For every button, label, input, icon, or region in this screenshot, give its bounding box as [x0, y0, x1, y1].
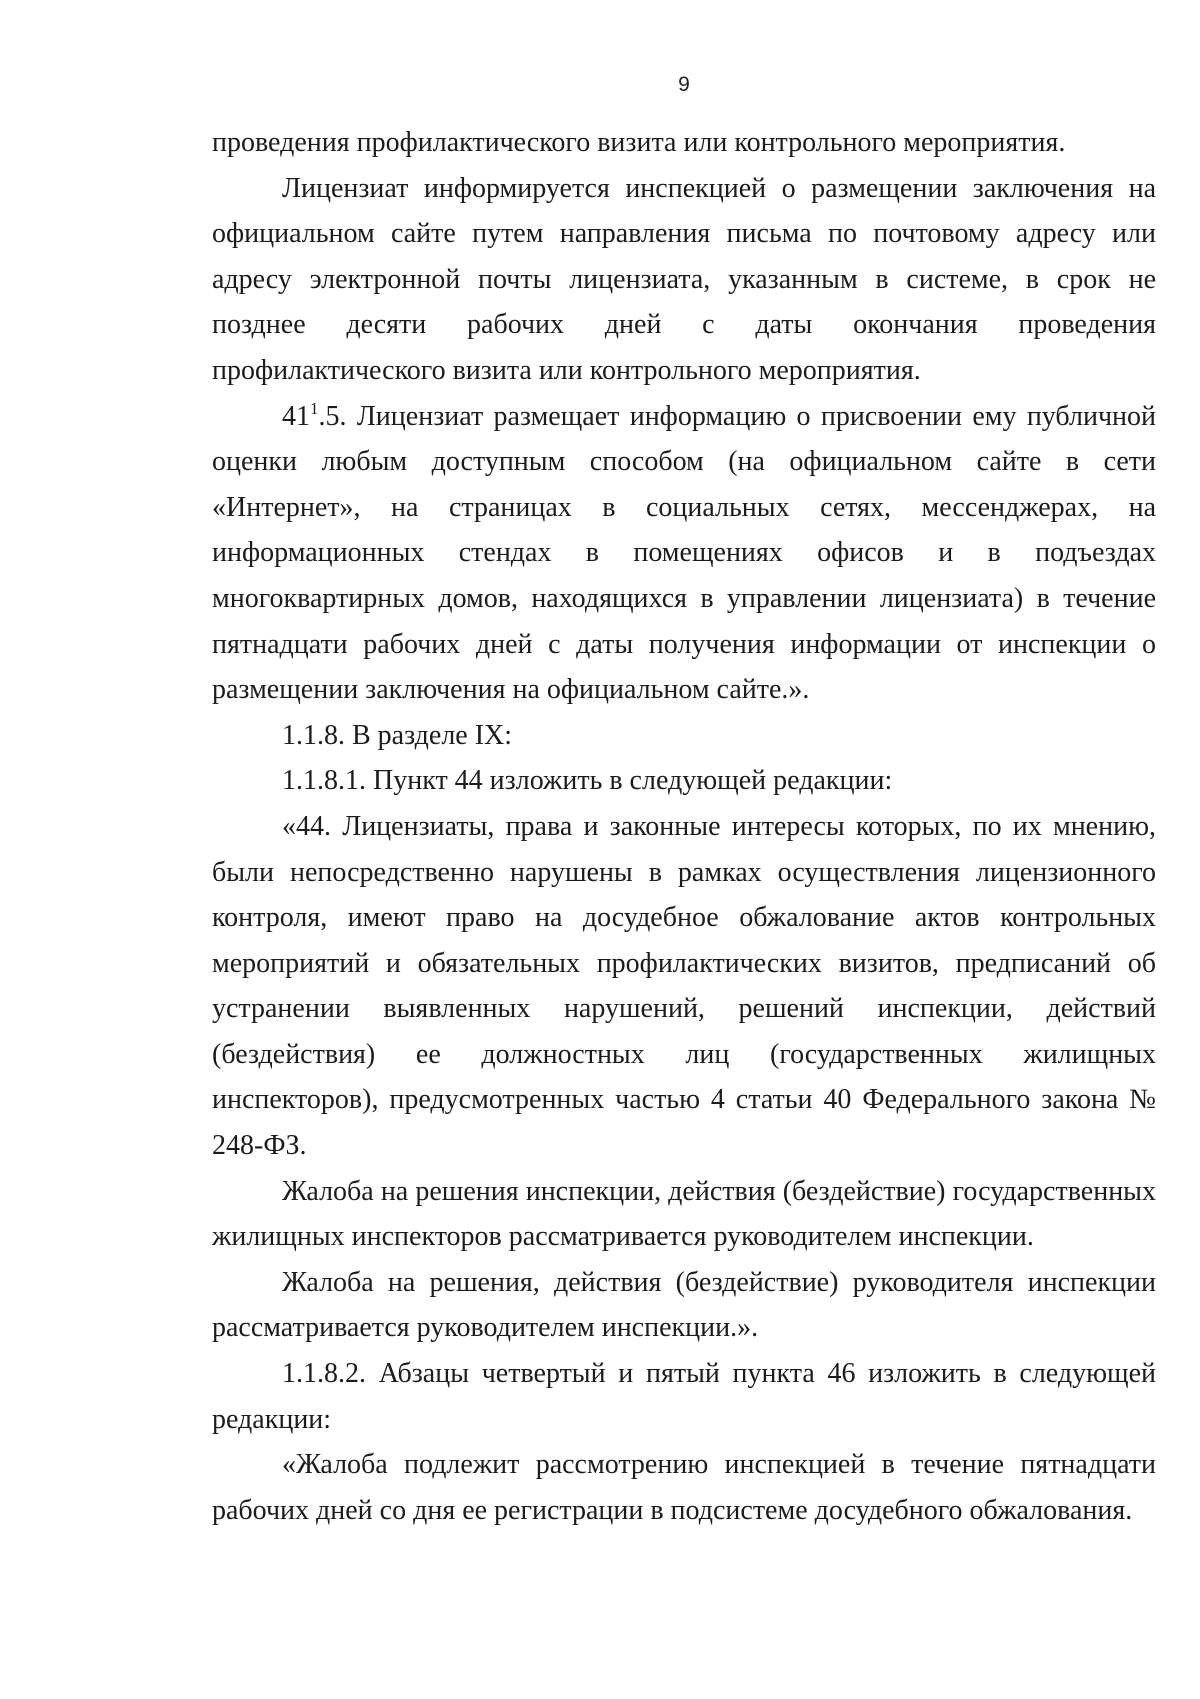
paragraph-item-44: «44. Лицензиаты, права и законные интересы которых, по их мнению, были непосредственно нарушены в рамках осуществления лицензионного контроля, имеют право на досудебное обжалование актов контрольных мероприятий и обязательных профилактических визитов, предписаний об устранении выявленных нарушений, решений инспекции, действий (бездействия) ее должностных лиц (государственных жилищных инспекторов), предусмотренных частью 4 статьи 40 Федерального закона № 248-ФЗ. — [212, 810, 1156, 1162]
paragraph-complaint-inspectors: Жалоба на решения инспекции, действия (бездействие) государственных жилищных инспекторов рассматривается руководителем инспекции. — [212, 1175, 1156, 1253]
paragraph-41-1-5 — [212, 394, 1156, 713]
clause-number: 41 — [282, 400, 310, 432]
paragraph-1-1-8-1: 1.1.8.1. Пункт 44 изложить в следующей редакции: — [282, 765, 893, 797]
clause-superscript: 1 — [310, 398, 319, 418]
paragraph-licensee-notification: Лицензиат информируется инспекцией о размещении заключения на официальном сайте путем направления письма по почтовому адресу или адресу электронной почты лицензиата, указанным в системе, в срок не позднее десяти рабочих дней с даты окончания проведения профилактического визита или контрольного мероприятия. — [212, 172, 1156, 386]
clause-text: .5. Лицензиат размещает информацию о присвоении ему публичной оценки любым доступным способом (на официальном сайте в сети «Интернет», на страницах в социальных сетях, мессенджерах, на информационных стендах в помещениях офисов и в подъездах многоквартирных домов, находящихся в управлении лицензиата) в течение пятнадцати рабочих дней с даты получения информации от инспекции о размещении заключения на официальном сайте.». — [212, 400, 1156, 706]
paragraph-complaint-review-term: «Жалоба подлежит рассмотрению инспекцией в течение пятнадцати рабочих дней со дня ее регистрации в подсистеме досудебного обжалования. — [212, 1449, 1156, 1526]
paragraph-1-1-8-2: 1.1.8.2. Абзацы четвертый и пятый пункта 46 изложить в следующей редакции: — [212, 1358, 1156, 1435]
page-number: 9 — [678, 73, 690, 96]
document-body — [212, 120, 1156, 1533]
paragraph-1-1-8: 1.1.8. В разделе IX: — [282, 719, 513, 751]
paragraph-continuation: проведения профилактического визита или контрольного мероприятия. — [212, 127, 1066, 158]
paragraph-complaint-head: Жалоба на решения, действия (бездействие) руководителя инспекции рассматривается руководителем инспекции.». — [212, 1266, 1156, 1344]
